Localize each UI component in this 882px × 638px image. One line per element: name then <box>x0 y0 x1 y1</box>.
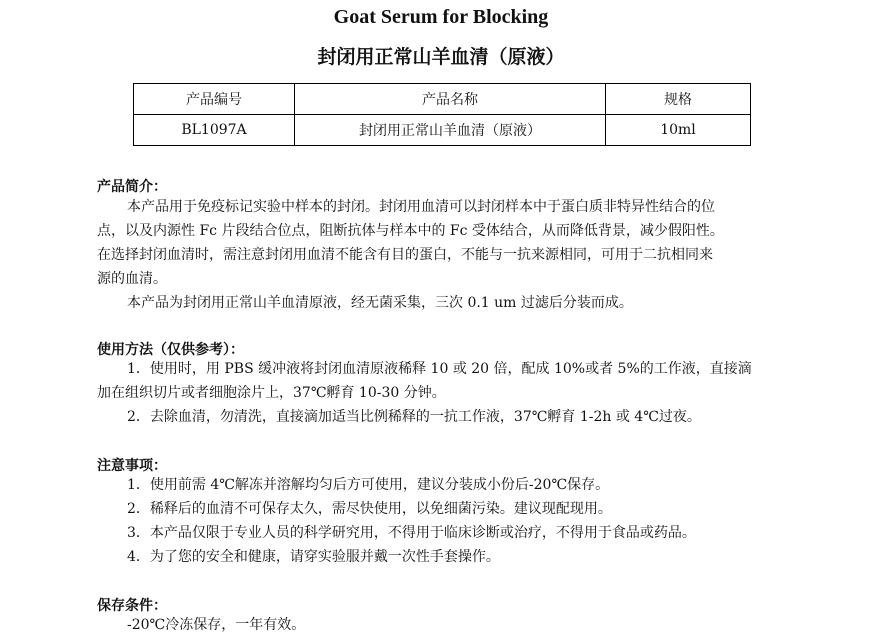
title-chinese: 封闭用正常山羊血清（原液） <box>317 46 565 68</box>
intro-line: 本产品用于免疫标记实验中样本的封闭。封闭用血清可以封闭样本中于蛋白质非特异性结合的位 <box>127 199 715 215</box>
intro-line: 点，以及内源性 Fc 片段结合位点，阻断抗体与样本中的 Fc 受体结合，从而降低背景，减少假阳性。 <box>97 223 724 239</box>
title-english: Goat Serum for Blocking <box>333 6 549 28</box>
table-cell-product-code: BL1097A <box>134 115 295 146</box>
table-row <box>134 115 751 146</box>
usage-line: 2．去除血清，勿清洗，直接滴加适当比例稀释的一抗工作液，37℃孵育 1-2h 或 4℃过夜。 <box>127 409 701 425</box>
section-body-usage <box>97 357 797 429</box>
storage-line: -20℃冷冻保存，一年有效。 <box>127 617 306 633</box>
notes-line: 3．本产品仅限于专业人员的科学研究用，不得用于临床诊断或治疗，不得用于食品或药品。 <box>127 525 696 541</box>
intro-line: 源的血清。 <box>97 271 167 287</box>
table-header-row <box>134 84 751 115</box>
section-body-notes <box>97 473 797 569</box>
table-cell-product-name: 封闭用正常山羊血清（原液） <box>295 115 606 146</box>
section-heading-usage: 使用方法（仅供参考）： <box>97 342 244 358</box>
section-heading-intro: 产品简介： <box>97 179 167 195</box>
section-heading-storage: 保存条件： <box>97 598 167 614</box>
section-body-intro <box>97 195 797 315</box>
section-heading-notes: 注意事项： <box>97 458 167 474</box>
section-body-storage <box>97 613 797 637</box>
notes-line: 4．为了您的安全和健康，请穿实验服并戴一次性手套操作。 <box>127 549 500 565</box>
intro-line: 本产品为封闭用正常山羊血清原液，经无菌采集，三次 0.1 um 过滤后分装而成。 <box>127 295 633 311</box>
table-cell-spec: 10ml <box>606 115 751 146</box>
notes-line: 1．使用前需 4℃解冻并溶解均匀后方可使用，建议分装成小份后-20℃保存。 <box>127 477 610 493</box>
intro-line: 在选择封闭血清时，需注意封闭用血清不能含有目的蛋白，不能与一抗来源相同，可用于二抗相同来 <box>97 247 713 263</box>
product-table <box>133 83 751 146</box>
table-header-product-code: 产品编号 <box>134 84 295 115</box>
notes-line: 2．稀释后的血清不可保存太久，需尽快使用，以免细菌污染。建议现配现用。 <box>127 501 612 517</box>
table-header-spec: 规格 <box>606 84 751 115</box>
usage-line: 加在组织切片或者细胞涂片上，37℃孵育 10-30 分钟。 <box>97 385 446 401</box>
table-header-product-name: 产品名称 <box>295 84 606 115</box>
usage-line: 1．使用时，用 PBS 缓冲液将封闭血清原液稀释 10 或 20 倍，配成 10%或者 5%的工作液，直接滴 <box>127 361 752 377</box>
